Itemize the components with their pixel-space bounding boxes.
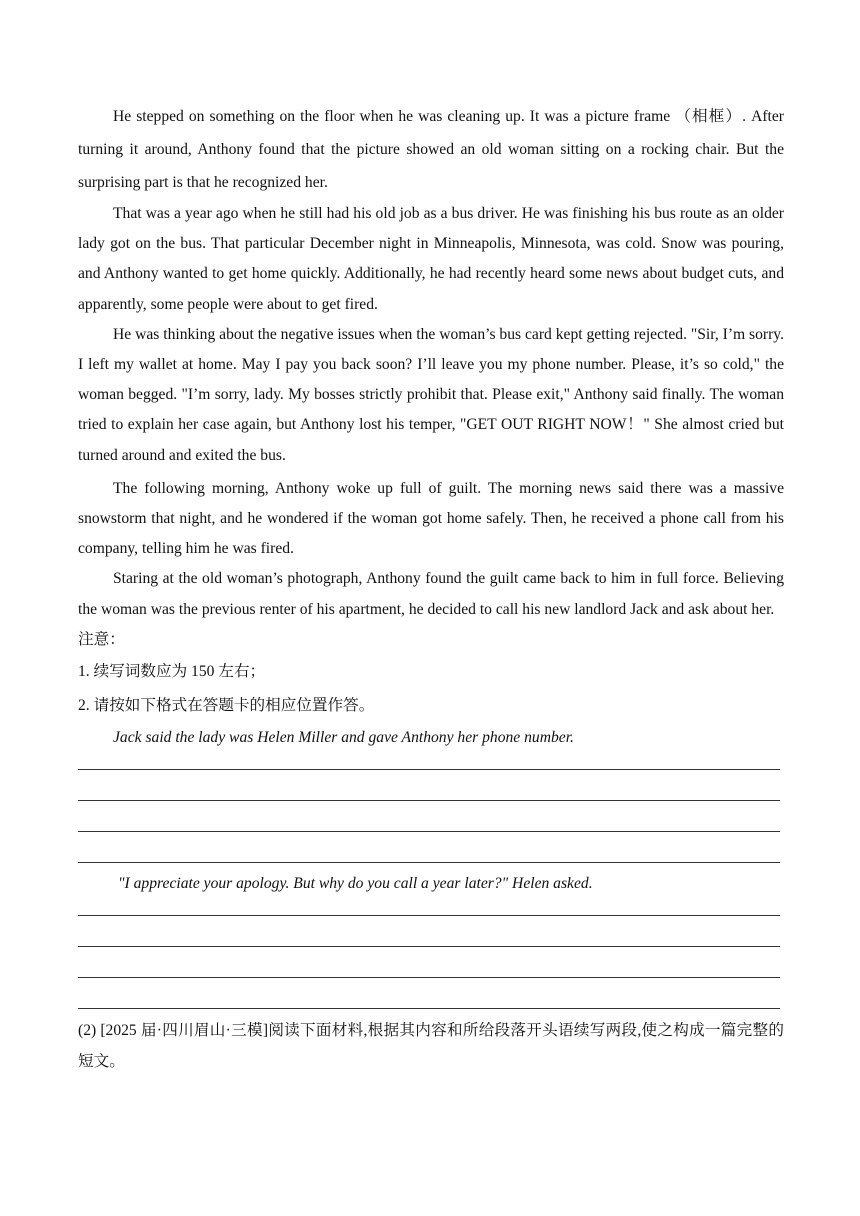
- answer-lines-group-1: [78, 739, 784, 863]
- answer-opener-2: "I appreciate your apology. But why do you call a year later?" Helen asked.: [118, 874, 593, 892]
- document-page: [78, 100, 784, 1077]
- next-exercise-instruction: (2) [2025 届·四川眉山·三模]阅读下面材料,根据其内容和所给段落开头语续写两段,使之构成一篇完整的短文。: [78, 1021, 784, 1070]
- answer-line[interactable]: [78, 916, 780, 947]
- answer-line[interactable]: [78, 832, 780, 863]
- passage-paragraph-1: He stepped on something on the floor when he was cleaning up. It was a picture frame （相框）. After turning it around, Anthony found that the picture showed an old woman sitting on a rocking chair. But the surprising part is that he recognized her.: [78, 108, 784, 191]
- answer-line[interactable]: [78, 978, 780, 1009]
- notes-heading: 注意：: [78, 630, 125, 648]
- notes-item-1: 1. 续写词数应为 150 左右；: [78, 662, 266, 680]
- answer-lines-group-2: [78, 885, 784, 1009]
- answer-opener-1: Jack said the lady was Helen Miller and gave Anthony her phone number.: [113, 728, 574, 746]
- answer-line[interactable]: [78, 770, 780, 801]
- answer-line[interactable]: [78, 947, 780, 978]
- answer-line[interactable]: [78, 801, 780, 832]
- passage-paragraph-2: That was a year ago when he still had his old job as a bus driver. He was finishing his bus route as an older lady got on the bus. That particular December night in Minneapolis, Minnesota, was cold. Snow was pouring, and Anthony wanted to get home quickly. Additionally, he had recently heard some news about budget cuts, and apparently, some people were about to get fired.: [78, 205, 784, 313]
- notes-item-2: 2. 请按如下格式在答题卡的相应位置作答。: [78, 696, 375, 714]
- passage-paragraph-3: He was thinking about the negative issues when the woman’s bus card kept getting rejected. "Sir, I’m sorry. I left my wallet at home. May I pay you back soon? I’ll leave you my phone number. Please, it’s so cold," the woman begged. "I’m sorry, lady. My bosses strictly prohibit that. Please exit," Anthony said finally. The woman tried to explain her case again, but Anthony lost his temper, "GET OUT RIGHT NOW！" She almost cried but turned around and exited the bus.: [78, 325, 784, 464]
- passage-paragraph-5: Staring at the old woman’s photograph, Anthony found the guilt came back to him in full force. Believing the woman was the previous renter of his apartment, he decided to call his new landlord Jack and ask about her.: [78, 570, 784, 618]
- passage-paragraph-4: The following morning, Anthony woke up full of guilt. The morning news said there was a massive snowstorm that night, and he wondered if the woman got home safely. Then, he received a phone call from his company, telling him he was fired.: [78, 479, 784, 558]
